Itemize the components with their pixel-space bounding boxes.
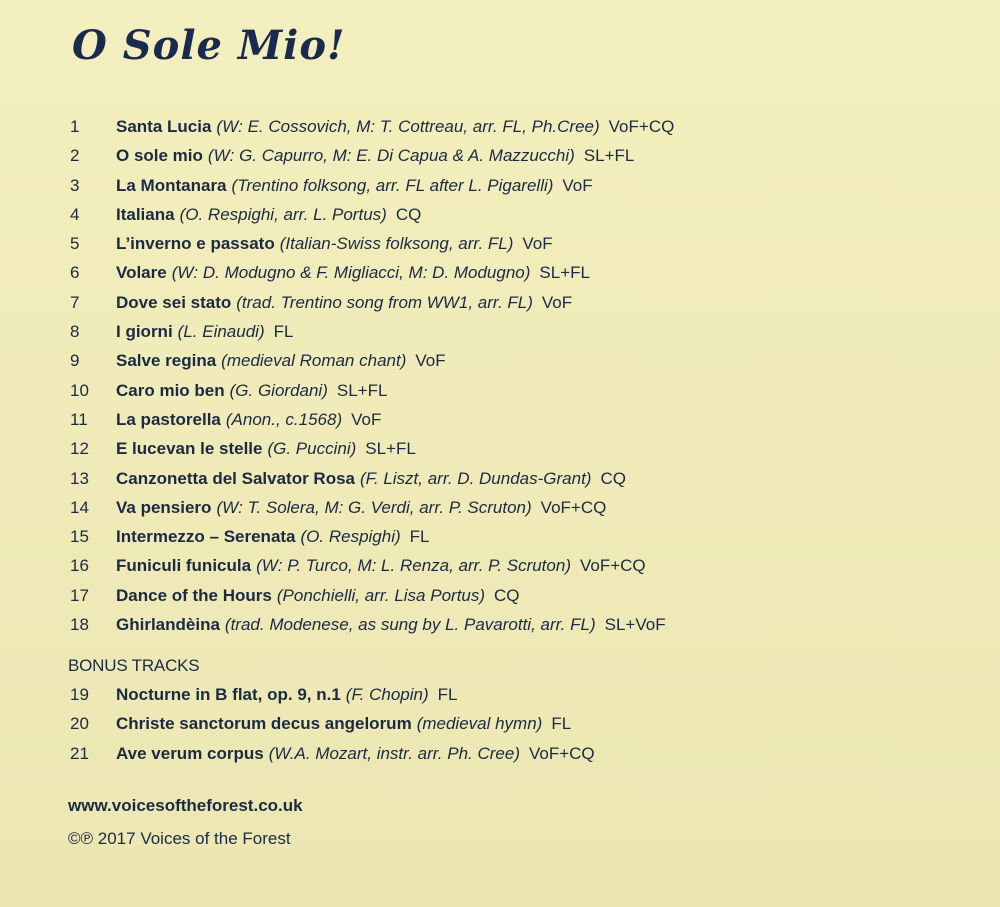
track-name: Dove sei stato: [116, 292, 232, 312]
track-number: 17: [70, 585, 89, 605]
track-performers: SL+VoF: [604, 615, 666, 635]
track-credit: (G. Giordani): [229, 380, 328, 400]
track-number: 13: [70, 468, 89, 488]
track-performers: VoF+CQ: [528, 743, 595, 763]
track-credit: (trad. Modenese, as sung by L. Pavarotti, arr. FL): [224, 615, 596, 635]
copyright-line: ©℗ 2017 Voices of the Forest: [68, 829, 291, 848]
track-number: 8: [70, 322, 80, 342]
track-name: I giorni: [116, 322, 173, 342]
track-name: Salve regina: [116, 351, 217, 371]
track-name: Dance of the Hours: [116, 585, 272, 605]
track-row: [70, 685, 970, 714]
track-name: Ave verum corpus: [116, 743, 264, 763]
track-performers: FL: [437, 685, 458, 704]
track-list: [70, 117, 970, 644]
track-number: 9: [70, 351, 80, 371]
album-title: O Sole Mio!: [72, 22, 346, 69]
track-row: [70, 176, 970, 205]
track-number: 4: [70, 204, 80, 224]
track-credit: (medieval hymn): [416, 714, 543, 734]
track-row: [70, 263, 970, 292]
track-performers: SL+FL: [365, 439, 416, 459]
website-url: www.voicesoftheforest.co.uk: [68, 796, 303, 815]
track-name: Volare: [116, 263, 167, 283]
track-credit: (F. Liszt, arr. D. Dundas-Grant): [360, 468, 592, 488]
track-name: La Montanara: [116, 175, 227, 195]
track-performers: CQ: [395, 204, 422, 224]
track-credit: (W: D. Modugno & F. Migliacci, M: D. Modugno): [171, 263, 531, 283]
track-performers: FL: [273, 322, 294, 342]
track-performers: VoF: [415, 351, 446, 371]
bonus-track-list: [70, 685, 970, 773]
track-name: Santa Lucia: [116, 117, 212, 136]
track-name: Ghirlandèina: [116, 615, 220, 635]
track-row: [70, 469, 970, 498]
track-row: [70, 146, 970, 175]
track-performers: CQ: [494, 585, 520, 605]
track-performers: VoF+CQ: [579, 556, 646, 576]
track-name: O sole mio: [116, 146, 203, 166]
track-credit: (W: G. Capurro, M: E. Di Capua & A. Mazzucchi): [207, 146, 575, 166]
track-name: Intermezzo – Serenata: [116, 527, 296, 547]
track-performers: VoF: [562, 175, 593, 195]
track-credit: (L. Einaudi): [177, 322, 265, 342]
track-number: 21: [70, 743, 89, 763]
track-credit: (Anon., c.1568): [225, 409, 343, 429]
track-name: E lucevan le stelle: [116, 439, 263, 459]
track-row: [70, 293, 970, 322]
track-name: Caro mio ben: [116, 380, 225, 400]
track-credit: (medieval Roman chant): [221, 351, 407, 371]
track-credit: (Trentino folksong, arr. FL after L. Pigarelli): [231, 175, 554, 195]
track-row: [70, 234, 970, 263]
track-row: [70, 439, 970, 468]
track-credit: (Italian-Swiss folksong, arr. FL): [279, 234, 514, 254]
track-credit: (Ponchielli, arr. Lisa Portus): [276, 585, 486, 605]
track-number: 16: [70, 556, 89, 576]
track-name: Va pensiero: [116, 497, 212, 517]
track-credit: (F. Chopin): [345, 685, 429, 704]
track-credit: (W: T. Solera, M: G. Verdi, arr. P. Scruton): [216, 497, 532, 517]
track-row: [70, 351, 970, 380]
track-number: 7: [70, 292, 80, 312]
track-number: 3: [70, 175, 80, 195]
track-number: 12: [70, 439, 89, 459]
track-performers: SL+FL: [583, 146, 635, 166]
track-credit: (W: E. Cossovich, M: T. Cottreau, arr. FL, Ph.Cree): [216, 117, 600, 136]
track-row: [70, 410, 970, 439]
track-credit: (O. Respighi): [300, 527, 401, 547]
bonus-tracks-heading: BONUS TRACKS: [68, 656, 200, 675]
track-row: [70, 714, 970, 743]
track-credit: (trad. Trentino song from WW1, arr. FL): [236, 292, 533, 312]
track-row: [70, 205, 970, 234]
track-number: 2: [70, 146, 80, 166]
track-name: L’inverno e passato: [116, 234, 275, 254]
track-name: Christe sanctorum decus angelorum: [116, 714, 412, 734]
track-number: 18: [70, 615, 89, 635]
track-performers: VoF: [522, 234, 553, 254]
track-row: [70, 586, 970, 615]
track-performers: SL+FL: [539, 263, 590, 283]
track-performers: VoF+CQ: [540, 497, 607, 517]
track-performers: SL+FL: [336, 380, 388, 400]
track-performers: FL: [551, 714, 572, 734]
track-credit: (W: P. Turco, M: L. Renza, arr. P. Scruton): [256, 556, 571, 576]
track-name: Funiculi funicula: [116, 556, 252, 576]
track-row: [70, 744, 970, 773]
track-row: [70, 527, 970, 556]
track-number: 20: [70, 714, 89, 734]
track-number: 19: [70, 685, 89, 704]
track-credit: (O. Respighi, arr. L. Portus): [179, 204, 387, 224]
track-credit: (G. Puccini): [267, 439, 357, 459]
track-number: 5: [70, 234, 80, 254]
track-performers: VoF+CQ: [608, 117, 675, 136]
track-name: Italiana: [116, 204, 175, 224]
track-row: [70, 117, 970, 146]
track-number: 1: [70, 117, 80, 136]
track-number: 11: [70, 409, 88, 429]
track-row: [70, 322, 970, 351]
track-row: [70, 556, 970, 585]
track-performers: VoF: [351, 409, 382, 429]
track-credit: (W.A. Mozart, instr. arr. Ph. Cree): [268, 743, 520, 763]
track-performers: CQ: [600, 468, 626, 488]
track-number: 10: [70, 380, 89, 400]
track-performers: VoF: [541, 292, 573, 312]
track-row: [70, 381, 970, 410]
track-name: Canzonetta del Salvator Rosa: [116, 468, 356, 488]
track-number: 15: [70, 527, 89, 547]
track-name: Nocturne in B flat, op. 9, n.1: [116, 685, 341, 704]
track-row: [70, 615, 970, 644]
track-number: 6: [70, 263, 80, 283]
track-row: [70, 498, 970, 527]
track-number: 14: [70, 497, 89, 517]
track-performers: FL: [409, 527, 430, 547]
track-name: La pastorella: [116, 409, 221, 429]
